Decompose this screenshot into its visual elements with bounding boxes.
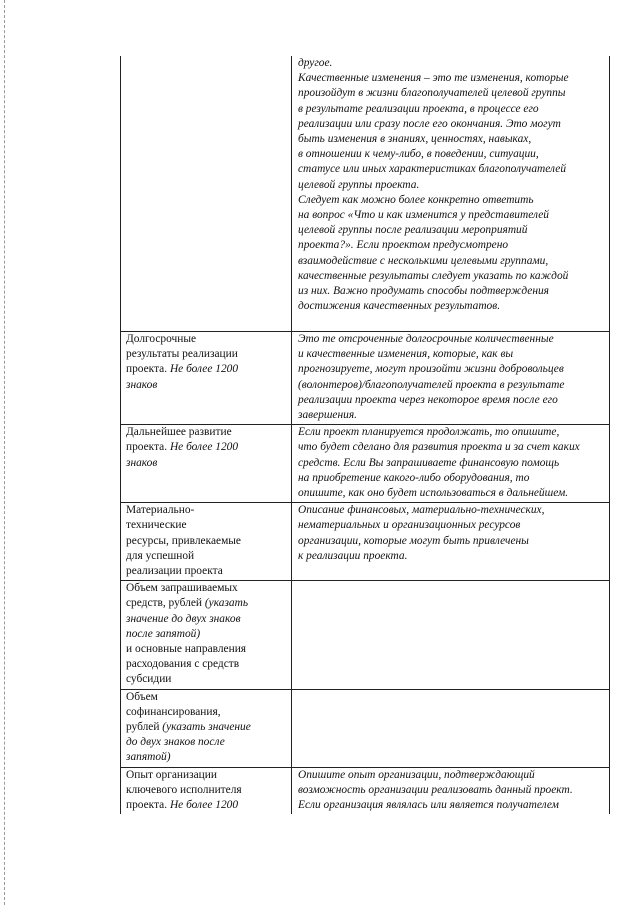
label-text: Долгосрочные <box>126 333 197 345</box>
label-note: (указать значение <box>162 721 251 734</box>
label-text: ключевого исполнителя <box>126 783 242 796</box>
row-label-cell <box>121 56 292 332</box>
label-text: средств, рублей <box>126 597 205 610</box>
table-row-qualitative-results <box>121 56 610 332</box>
text-line: и качественные изменения, которые, как вы <box>298 348 514 361</box>
row-value-cell-empty <box>292 689 610 767</box>
text-line: проекта?». Если проектом предусмотрено <box>298 239 509 252</box>
row-description-cell <box>292 56 610 332</box>
label-note: знаков <box>126 378 158 391</box>
table-row-organization-experience <box>121 767 610 814</box>
text-line: произойдут в жизни благополучателей целевой группы <box>298 87 566 100</box>
text-line: быть изменения в знаниях, ценностях, навыках, <box>298 133 532 146</box>
row-label-cell <box>121 689 292 767</box>
text-line: статусе или иных характеристиках благополучателей <box>298 163 567 176</box>
label-text: расходования с средств <box>126 658 240 671</box>
text-line: завершения. <box>298 409 357 422</box>
label-note: после запятой) <box>126 627 201 640</box>
text-line: прогнозируете, могут произойти жизни добровольцев <box>298 363 564 376</box>
application-form-table <box>120 56 610 814</box>
label-note: запятой) <box>126 751 171 764</box>
label-note: до двух знаков после <box>126 736 225 749</box>
text-line: качественные результаты следует указать по каждой <box>298 269 569 282</box>
text-line: из них. Важно продумать способы подтверждения <box>298 285 549 298</box>
table-row-cofinancing <box>121 689 610 767</box>
text-line: на приобретение какого-либо оборудования, то <box>298 471 530 484</box>
label-note: Не более 1200 <box>169 799 239 812</box>
text-line: Описание финансовых, материально-технических, <box>298 504 545 517</box>
label-text: технические <box>126 519 187 532</box>
text-line: в отношении к чему-либо, в поведении, ситуации, <box>298 148 539 161</box>
label-note: Не более 1200 <box>169 363 239 376</box>
row-description-cell <box>292 503 610 581</box>
text-line: достижения качественных результатов. <box>298 300 501 313</box>
text-line: целевой группы проекта. <box>298 178 420 191</box>
text-line: что будет сделано для развития проекта и за счет каких <box>298 441 580 454</box>
label-text: ресурсы, привлекаемые <box>126 534 241 547</box>
label-text: Дальнейшее развитие <box>126 426 232 439</box>
label-text: Объем запрашиваемых <box>126 582 238 595</box>
text-line: целевой группы после реализации мероприятий <box>298 224 528 237</box>
label-text: и основные направления <box>126 643 247 656</box>
text-line: реализации или сразу после его окончания. Это могут <box>298 117 561 130</box>
label-text: субсидии <box>126 673 172 686</box>
text-line: Качественные изменения – это те изменения, которые <box>298 72 569 85</box>
text-line: взаимодействие с несколькими целевыми группами, <box>298 254 549 267</box>
row-label-cell <box>121 767 292 814</box>
text-line: опишите, как оно будет использоваться в дальнейшем. <box>298 487 569 500</box>
text-line: другое. <box>298 57 333 69</box>
binding-margin-line <box>4 0 5 905</box>
text-line: Следует как можно более конкретно ответить <box>298 193 534 206</box>
table-row-further-development <box>121 425 610 503</box>
text-line: средств. Если Вы запрашиваете финансовую помощь <box>298 456 560 469</box>
row-value-cell-empty <box>292 581 610 689</box>
label-text: Опыт организации <box>126 768 217 781</box>
text-line: реализации проекта через некоторое время после его <box>298 393 558 406</box>
label-text: реализации проекта <box>126 565 223 578</box>
table-row-long-term-results <box>121 332 610 425</box>
label-note: значение до двух знаков <box>126 612 241 625</box>
text-line: нематериальных и организационных ресурсов <box>298 519 521 532</box>
label-note: Не более 1200 <box>169 441 239 454</box>
row-description-cell <box>292 425 610 503</box>
text-line: к реализации проекта. <box>298 549 408 562</box>
table-row-material-resources <box>121 503 610 581</box>
label-text: проекта. <box>126 363 170 376</box>
label-text: софинансирования, <box>126 705 221 718</box>
row-label-cell <box>121 332 292 425</box>
row-description-cell <box>292 332 610 425</box>
table-row-requested-funds <box>121 581 610 689</box>
text-line: Это те отсроченные долгосрочные количественные <box>298 333 554 345</box>
text-line: в результате реализации проекта, в процессе его <box>298 102 539 115</box>
text-line: Если проект планируется продолжать, то опишите, <box>298 426 560 439</box>
label-note: знаков <box>126 456 158 469</box>
label-text: результаты реализации <box>126 348 238 361</box>
text-line: организации, которые могут быть привлечены <box>298 534 529 547</box>
label-text: проекта. <box>126 799 170 812</box>
row-label-cell <box>121 581 292 689</box>
label-text: проекта. <box>126 441 170 454</box>
row-label-cell <box>121 503 292 581</box>
label-note: (указать <box>204 597 248 610</box>
text-line: Если организация являлась или является получателем <box>298 799 559 812</box>
label-text: рублей <box>126 721 163 734</box>
text-line: на вопрос «Что и как изменится у представителей <box>298 209 549 222</box>
text-line: (волонтеров)/благополучателей проекта в результате <box>298 378 565 391</box>
label-text: Материально- <box>126 504 195 517</box>
label-text: Объем <box>126 690 158 703</box>
row-description-cell <box>292 767 610 814</box>
text-line: возможность организации реализовать данный проект. <box>298 783 573 796</box>
row-label-cell <box>121 425 292 503</box>
text-line: Опишите опыт организации, подтверждающий <box>298 768 535 781</box>
label-text: для успешной <box>126 549 195 562</box>
